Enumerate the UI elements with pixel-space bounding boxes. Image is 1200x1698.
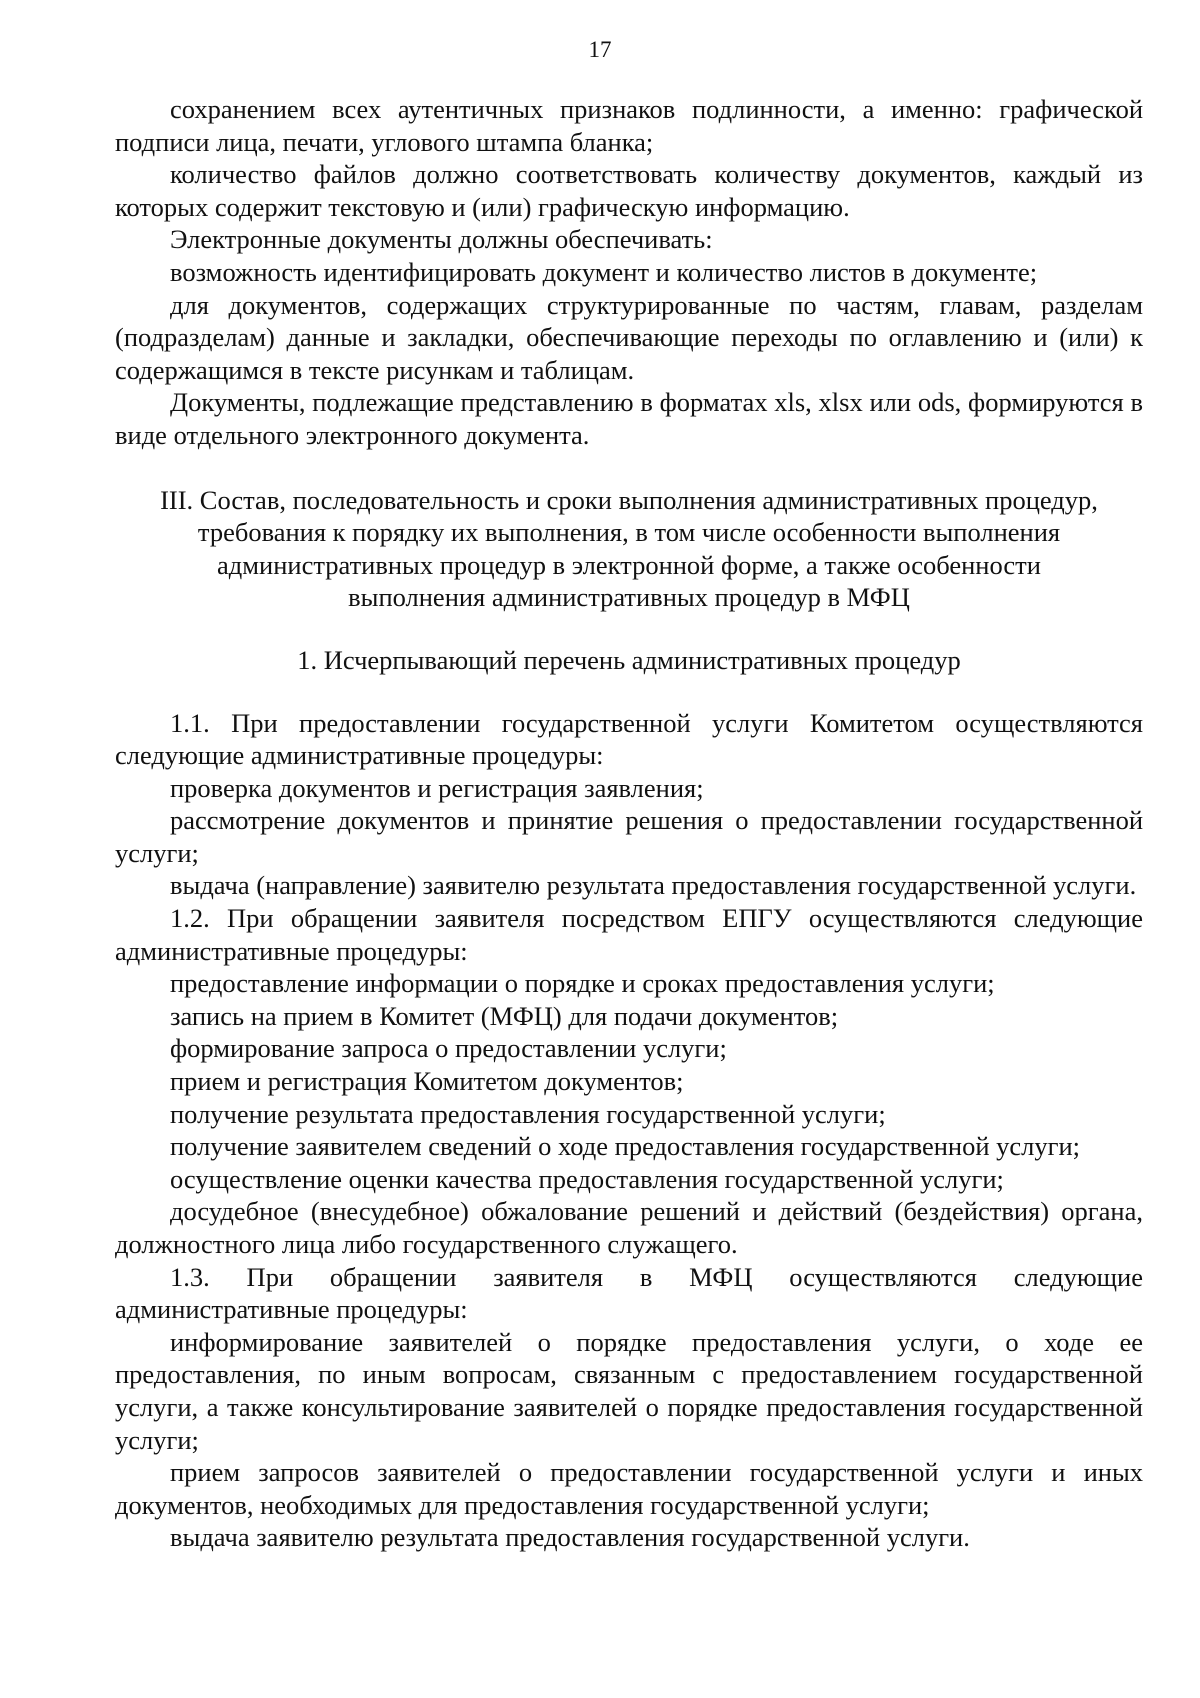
list-item: выдача (направление) заявителю результата предоставления государственной услуги. <box>170 870 1137 901</box>
document-body <box>115 93 1143 1554</box>
paragraph: 1.2. При обращении заявителя посредством ЕПГУ осуществляются следующие административные процедуры: <box>115 903 1143 966</box>
spacer <box>115 452 1143 484</box>
section-heading-line: выполнения административных процедур в МФЦ <box>348 582 910 613</box>
paragraph: Электронные документы должны обеспечивать: <box>170 224 713 255</box>
section-heading-line: требования к порядку их выполнения, в том числе особенности выполнения <box>197 517 1061 548</box>
list-item: предоставление информации о порядке и сроках предоставления услуги; <box>170 968 995 999</box>
paragraph: 1.1. При предоставлении государственной услуги Комитетом осуществляются следующие административные процедуры: <box>115 707 1143 771</box>
list-item: рассмотрение документов и принятие решения о предоставлении государственной услуги; <box>115 805 1143 868</box>
list-item: получение заявителем сведений о ходе предоставления государственной услуги; <box>170 1131 1081 1162</box>
spacer <box>115 614 1143 644</box>
list-item: досудебное (внесудебное) обжалование решений и действий (бездействия) органа, должностного лица либо государственного служащего. <box>115 1196 1143 1259</box>
list-item: прием запросов заявителей о предоставлении государственной услуги и иных документов, необходимых для предоставления государственной услуги; <box>115 1457 1143 1520</box>
section-heading <box>115 484 1143 614</box>
list-item: получение результата предоставления государственной услуги; <box>170 1098 886 1129</box>
subsection-heading: 1. Исчерпывающий перечень административных процедур <box>297 644 961 675</box>
section-heading-line: административных процедур в электронной форме, а также особенности <box>217 549 1041 580</box>
page-number: 17 <box>588 37 612 62</box>
list-item: проверка документов и регистрация заявления; <box>170 772 704 803</box>
section-heading-line: III. Состав, последовательность и сроки выполнения административных процедур, <box>160 484 1098 515</box>
spacer <box>115 677 1143 707</box>
list-item: формирование запроса о предоставлении услуги; <box>170 1033 727 1064</box>
paragraph: возможность идентифицировать документ и количество листов в документе; <box>170 256 1038 287</box>
list-item: осуществление оценки качества предоставления государственной услуги; <box>170 1163 1004 1194</box>
list-item: информирование заявителей о порядке предоставления услуги, о ходе ее предоставления, по иным вопросам, связанным с предоставлением государственной услуги, а также консультирование заявителей о порядке предоставления государственной услуги; <box>115 1326 1143 1455</box>
paragraph: 1.3. При обращении заявителя в МФЦ осуществляются следующие административные процедуры: <box>115 1261 1143 1325</box>
list-item: выдача заявителю результата предоставления государственной услуги. <box>170 1522 970 1553</box>
list-item: прием и регистрация Комитетом документов; <box>170 1066 684 1097</box>
list-item: запись на прием в Комитет (МФЦ) для подачи документов; <box>170 1000 839 1031</box>
paragraph: сохранением всех аутентичных признаков подлинности, а именно: графической подписи лица, печати, углового штампа бланка; <box>115 94 1143 157</box>
paragraph: для документов, содержащих структурированные по частям, главам, разделам (подразделам) данные и закладки, обеспечивающие переходы по оглавлению и (или) к содержащимся в тексте рисункам и таблицам. <box>115 289 1143 385</box>
paragraph: Документы, подлежащие представлению в форматах xls, xlsx или ods, формируются в виде отдельного электронного документа. <box>115 387 1143 450</box>
paragraph: количество файлов должно соответствовать количеству документов, каждый из которых содержит текстовую и (или) графическую информацию. <box>115 159 1143 222</box>
